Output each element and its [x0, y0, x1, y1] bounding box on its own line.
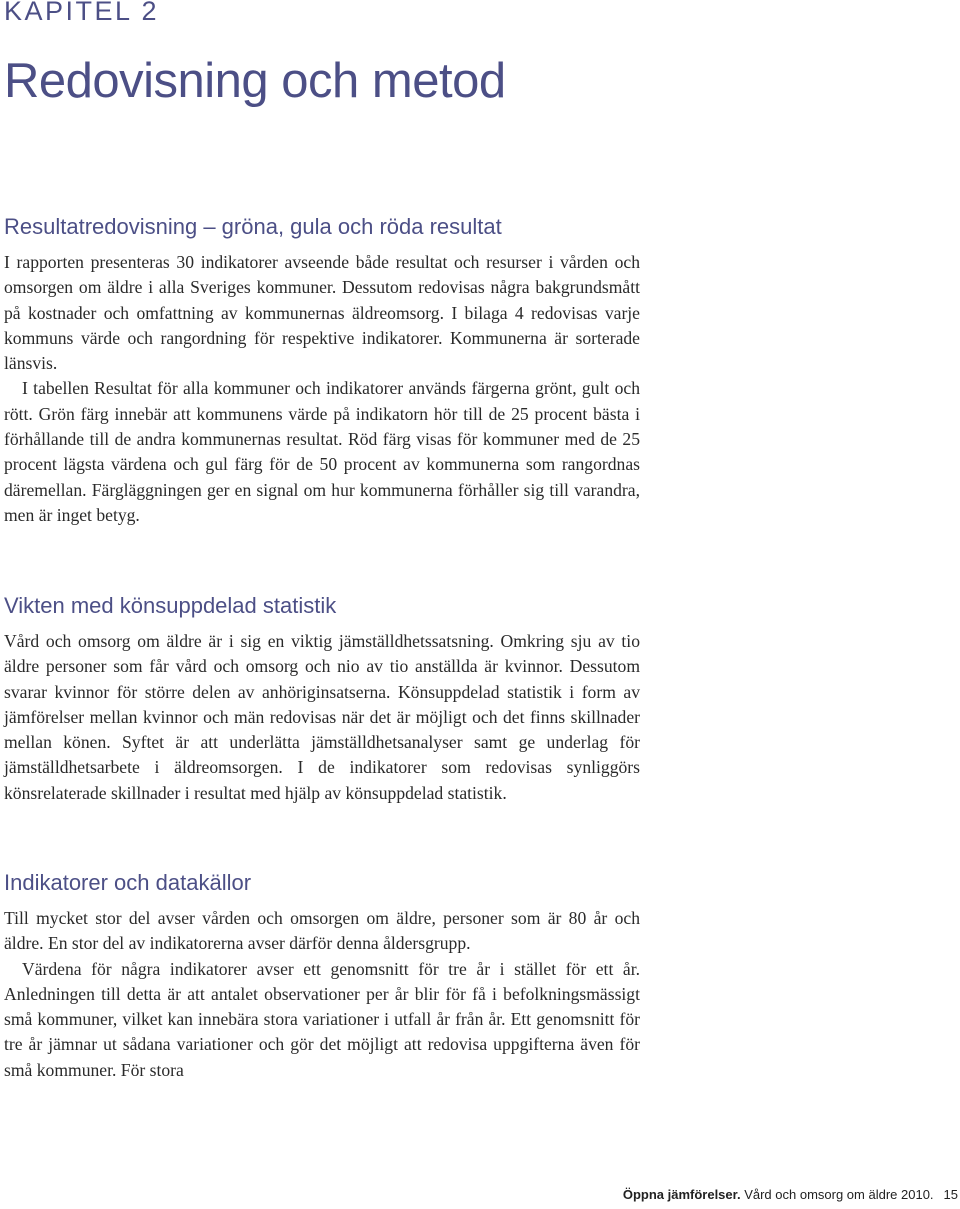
publication-name: Öppna jämförelser. — [622, 1187, 741, 1202]
section-resultatredovisning — [4, 212, 640, 528]
paragraph: Till mycket stor del avser vården och omsorgen om äldre, personer som är 80 år och äldre. En stor del av indikatorerna avser därför denna åldersgrupp. — [4, 908, 640, 954]
paragraph: I rapporten presenteras 30 indikatorer avseende både resultat och resurser i vården och omsorgen om äldre i alla Sveriges kommuner. Dessutom redovisas några bakgrundsmått på kostnader och omfattning av kommunernas äldreomsorg. I bilaga 4 redovisas varje kommuns värde och rangordning för respektive indikatorer. Kommunerna är sorterade länsvis. — [4, 252, 640, 374]
paragraph: Värdena för några indikatorer avser ett genomsnitt för tre år i stället för ett år. Anledningen till detta är att antalet observationer per år blir för få i befolkningsmässigt små kommuner, vilket kan innebära stora variationer i utfall år från år. Ett genomsnitt för tre år jämnar ut sådana variationer och gör det möjligt att redovisa uppgifterna även för små kommuner. För stora — [4, 958, 640, 1080]
page-title: Redovisning och metod — [4, 54, 506, 108]
page-footer — [623, 1186, 958, 1204]
section-heading: Indikatorer och datakällor — [4, 870, 252, 895]
paragraph: Vård och omsorg om äldre är i sig en viktig jämställdhetssatsning. Omkring sju av tio äldre personer som får vård och omsorg och nio av tio anställda är kvinnor. Dessutom svarar kvinnor för större delen av anhöriginsatserna. Könsuppdelad statistik i form av jämförelser mellan kvinnor och män redovisas när det är möjligt och det finns skillnader mellan könen. Syftet är att underlätta jämställdhetsanalyser samt ge underlag för jämställdhetsarbete i äldreomsorgen. I de indikatorer som redovisas synliggörs könsrelaterade skillnader i resultat med hjälp av könsuppdelad statistik. — [4, 631, 640, 803]
section-konsuppdelad-statistik — [4, 591, 640, 806]
section-heading: Vikten med könsuppdelad statistik — [4, 593, 337, 618]
section-heading: Resultatredovisning – gröna, gula och röda resultat — [4, 214, 502, 239]
paragraph: I tabellen Resultat för alla kommuner och indikatorer används färgerna grönt, gult och rött. Grön färg innebär att kommunens värde på indikatorn hör till de 25 procent bästa i förhållande till de andra kommunernas resultat. Röd färg visas för kommuner med de 25 procent lägsta värdena och gul färg för de 50 procent av kommunerna som rangordnas däremellan. Färgläggningen ger en signal om hur kommunerna förhåller sig till varandra, men är inget betyg. — [4, 378, 640, 525]
chapter-label: KAPITEL 2 — [4, 0, 160, 26]
section-indikatorer-datakallor — [4, 868, 640, 1083]
page-number: 15 — [943, 1187, 958, 1202]
publication-subtitle: Vård och omsorg om äldre 2010. — [740, 1187, 934, 1202]
